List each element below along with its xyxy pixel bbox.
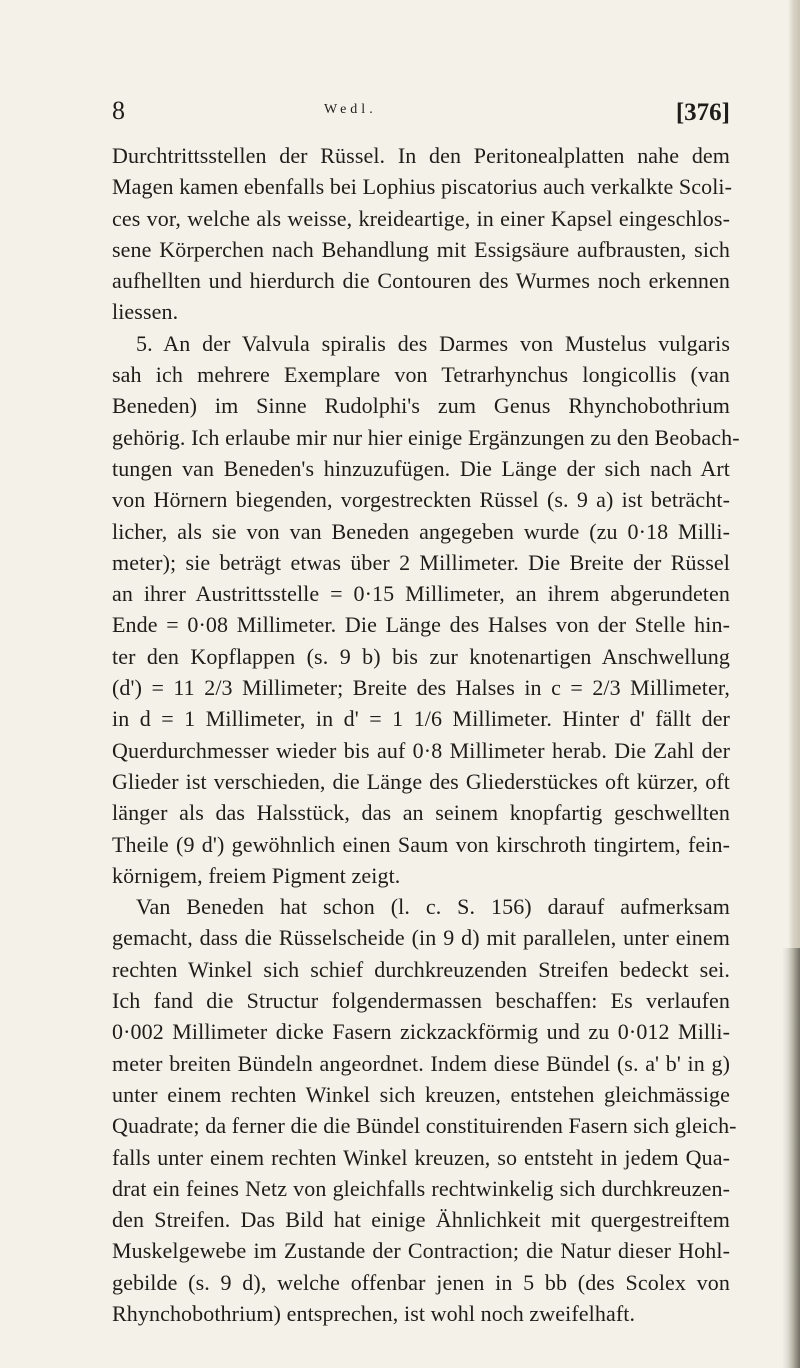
text-line: meter); sie beträgt etwas über 2 Millimeter. Die Breite der Rüssel: [112, 549, 730, 575]
text-line: körnigem, freiem Pigment zeigt.: [112, 862, 401, 888]
paragraph-start-line: 5. An der Valvula spiralis des Darmes von Mustelus vulgaris: [136, 330, 730, 356]
text-line: liessen.: [112, 299, 179, 325]
running-head: Wedl.: [324, 102, 377, 117]
text-line: von Hörnern biegenden, vorgestreckten Rüssel (s. 9 a) ist beträcht-: [112, 487, 730, 513]
text-line: rechten Winkel sich schief durchkreuzenden Streifen bedeckt sei.: [112, 956, 730, 982]
text-line: Theile (9 d') gewöhnlich einen Saum von kirschroth tingirtem, fein-: [112, 831, 730, 857]
text-line: Durchtrittsstellen der Rüssel. In den Peritonealplatten nahe dem: [112, 143, 730, 168]
text-line: länger als das Halsstück, das an seinem knopfartig geschwellten: [112, 800, 730, 826]
text-line: sene Körperchen nach Behandlung mit Essigsäure aufbrausten, sich: [112, 236, 730, 262]
body-text: [112, 140, 740, 1329]
text-line: (d') = 11 2/3 Millimeter; Breite des Halses in c = 2/3 Millimeter,: [112, 675, 730, 701]
scan-shadow: [782, 948, 800, 1368]
document-page: [112, 96, 740, 1329]
text-line: tungen van Beneden's hinzuzufügen. Die Länge der sich nach Art: [112, 455, 730, 481]
text-line: drat ein feines Netz von gleichfalls rechtwinkelig sich durchkreuzen-: [112, 1175, 730, 1201]
text-line: unter einem rechten Winkel sich kreuzen, entstehen gleichmässige: [112, 1081, 730, 1107]
text-line: licher, als sie von van Beneden angegeben wurde (zu 0·18 Milli-: [112, 518, 730, 544]
text-line: den Streifen. Das Bild hat einige Ähnlichkeit mit quergestreiftem: [112, 1207, 730, 1233]
text-line: Ich fand die Structur folgendermassen beschaffen: Es verlaufen: [112, 988, 730, 1014]
text-line: gemacht, dass die Rüsselscheide (in 9 d) mit parallelen, unter einem: [112, 925, 730, 951]
text-line: Beneden) im Sinne Rudolphi's zum Genus Rhynchobothrium: [112, 393, 730, 419]
page-number: 8: [112, 96, 125, 125]
text-line: gebilde (s. 9 d), welche offenbar jenen in 5 bb (des Scolex von: [112, 1269, 730, 1295]
text-line: Magen kamen ebenfalls bei Lophius piscatorius auch verkalkte Scoli-: [112, 174, 733, 200]
text-line: Quadrate; da ferner die die Bündel constituirenden Fasern sich gleich-: [112, 1113, 737, 1139]
text-line: 0·002 Millimeter dicke Fasern zickzackförmig und zu 0·012 Milli-: [112, 1019, 730, 1045]
text-line: aufhellten und hierdurch die Contouren des Wurmes noch erkennen: [112, 268, 730, 294]
page-header: [112, 98, 730, 134]
text-line: falls unter einem rechten Winkel kreuzen, so entsteht in jedem Qua-: [112, 1144, 730, 1170]
text-line: Querdurchmesser wieder bis auf 0·8 Millimeter herab. Die Zahl der: [112, 737, 730, 763]
text-line: an ihrer Austrittsstelle = 0·15 Millimeter, an ihrem abgerundeten: [112, 581, 730, 607]
text-line: Rhynchobothrium) entsprechen, ist wohl noch zweifelhaft.: [112, 1300, 636, 1326]
text-line: sah ich mehrere Exemplare von Tetrarhynchus longicollis (van: [112, 362, 730, 388]
paragraph-start-line: Van Beneden hat schon (l. c. S. 156) darauf aufmerksam: [136, 894, 730, 920]
text-line: meter breiten Bündeln angeordnet. Indem diese Bündel (s. a' b' in g): [112, 1050, 730, 1076]
text-line: Ende = 0·08 Millimeter. Die Länge des Halses von der Stelle hin-: [112, 612, 730, 638]
text-line: ces vor, welche als weisse, kreideartige, in einer Kapsel eingeschlos-: [112, 205, 730, 231]
text-line: Glieder ist verschieden, die Länge des Gliederstückes oft kürzer, oft: [112, 768, 730, 794]
text-line: gehörig. Ich erlaube mir nur hier einige Ergänzungen zu den Beobach-: [112, 424, 740, 450]
page-reference: [376]: [675, 99, 730, 126]
text-line: Muskelgewebe im Zustande der Contraction; die Natur dieser Hohl-: [112, 1238, 730, 1264]
text-line: in d = 1 Millimeter, in d' = 1 1/6 Millimeter. Hinter d' fällt der: [112, 706, 730, 732]
text-line: ter den Kopflappen (s. 9 b) bis zur knotenartigen Anschwellung: [112, 643, 730, 669]
